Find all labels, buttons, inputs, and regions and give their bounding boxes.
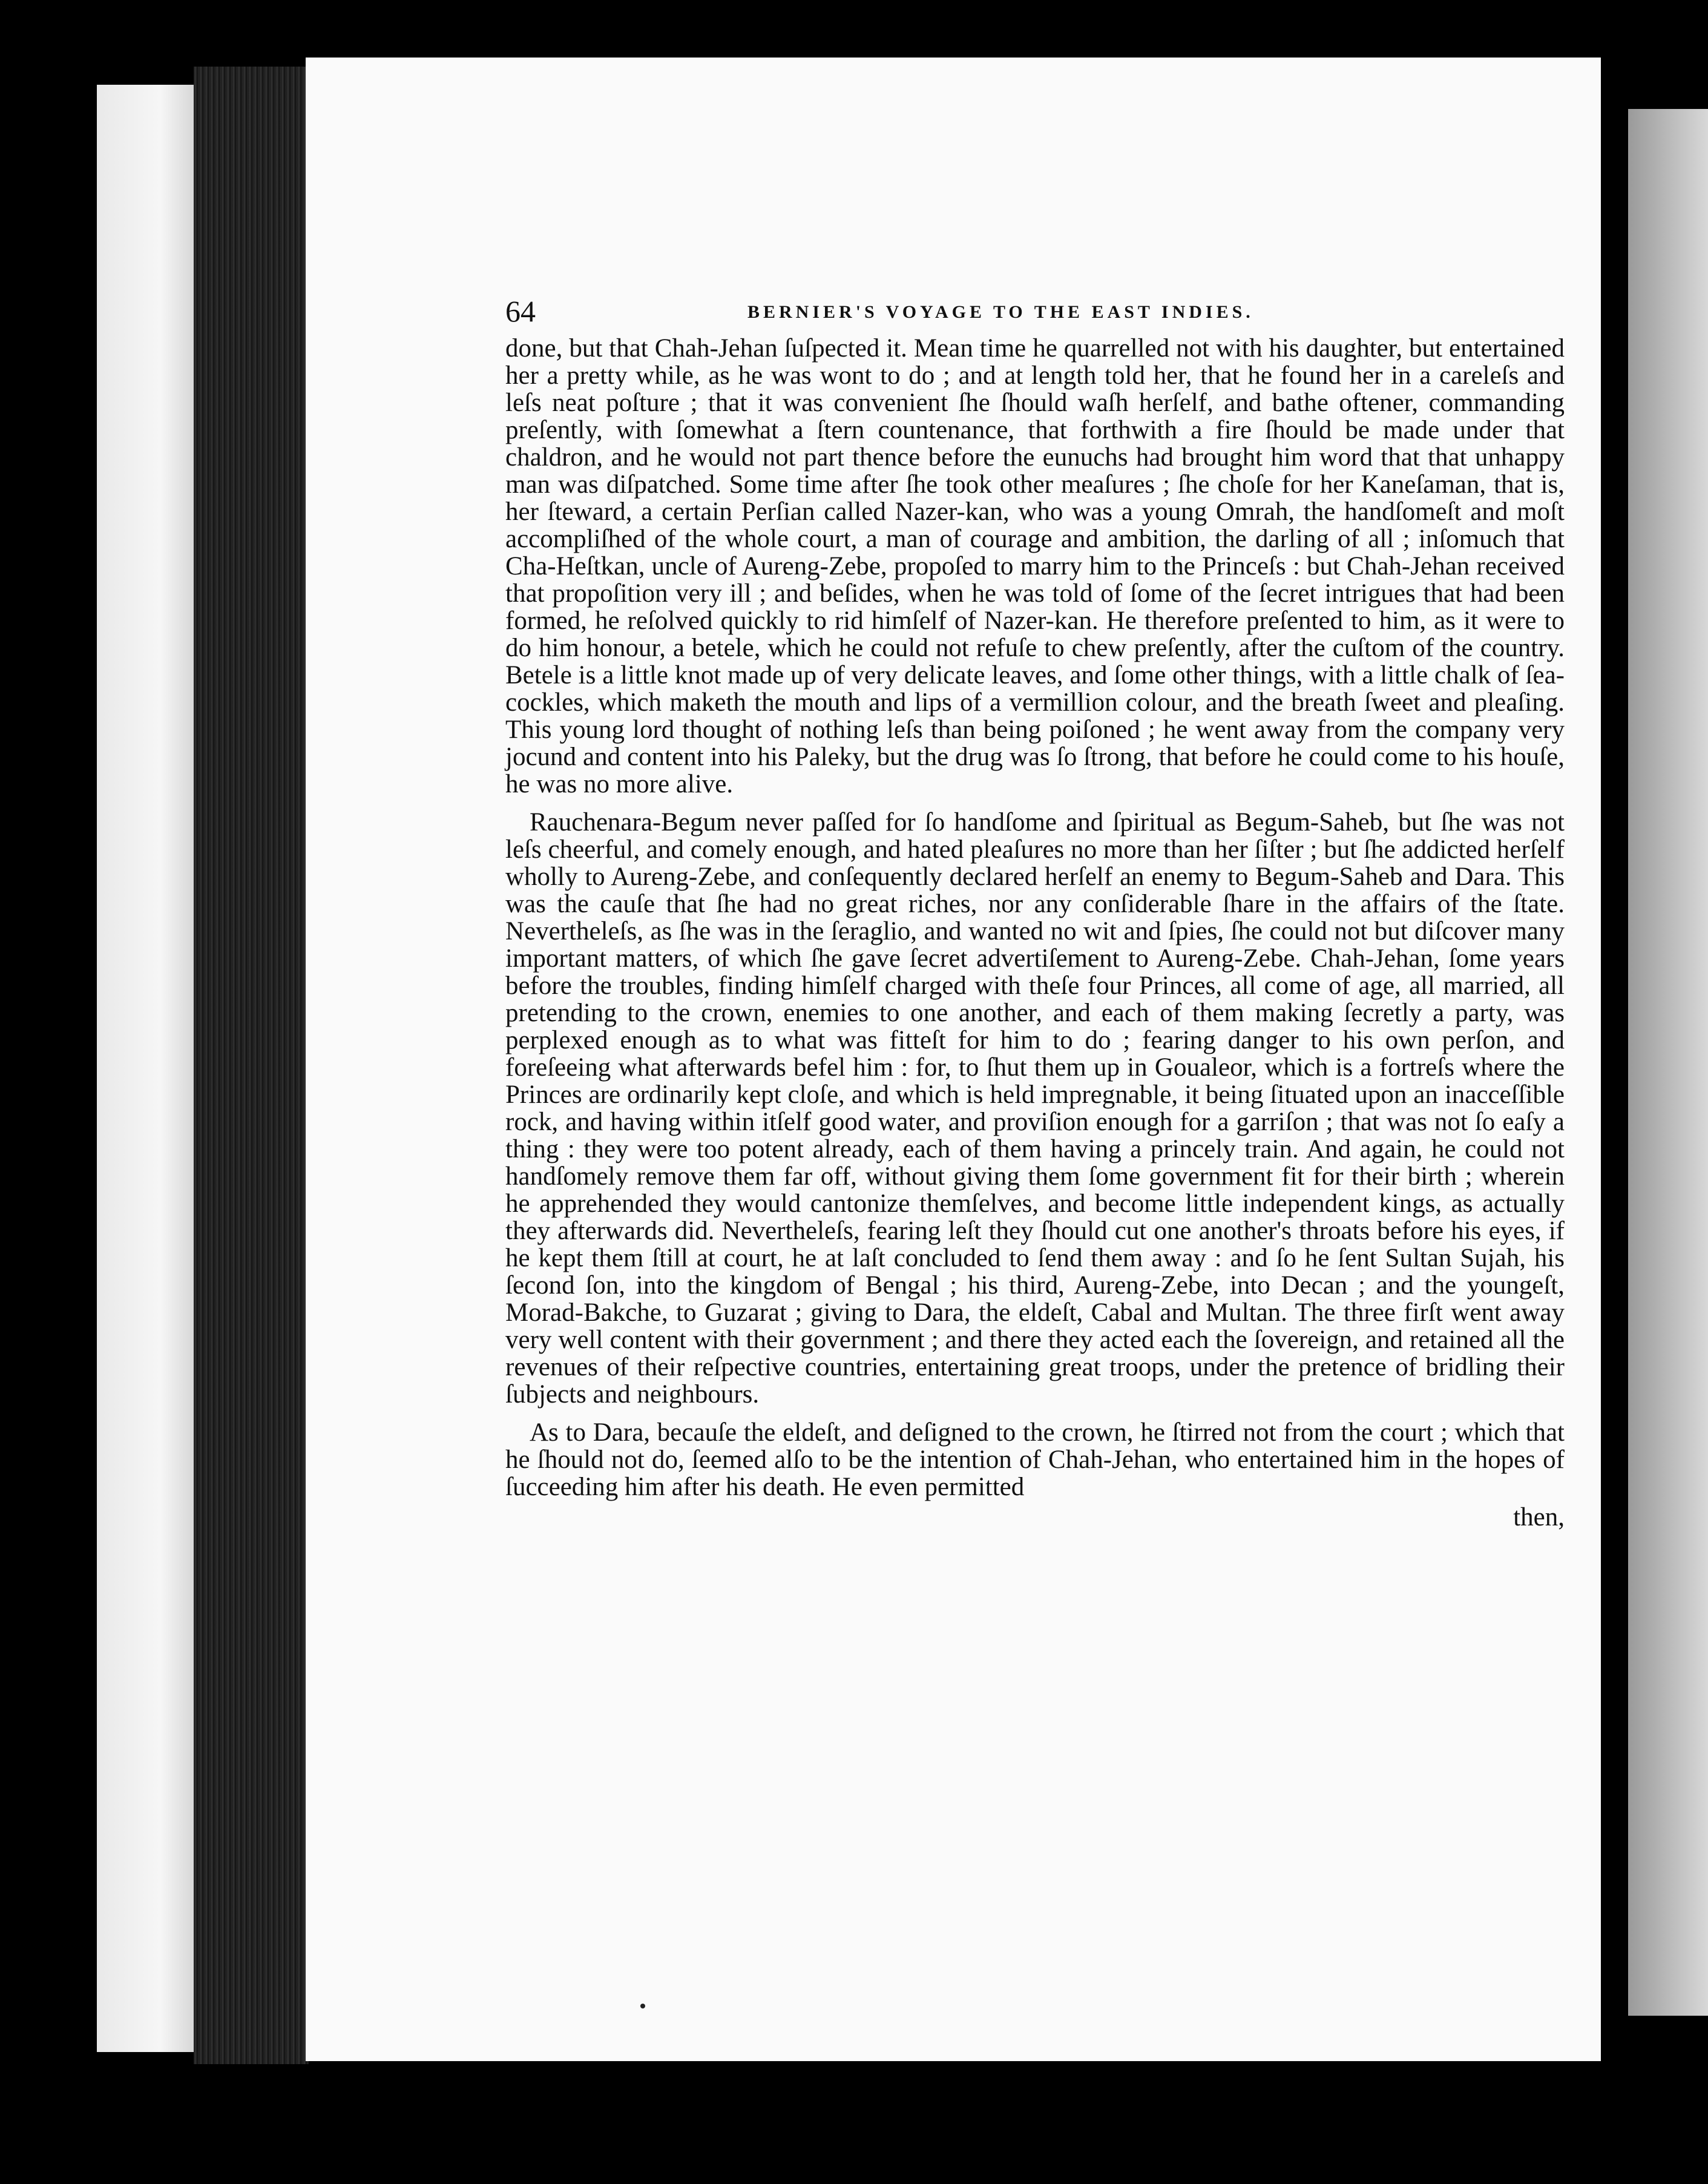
book-binding-edge [194,67,309,2064]
book-page [306,58,1601,2061]
running-head [505,294,1565,330]
ink-speck [640,2004,645,2008]
running-title: BERNIER'S VOYAGE TO THE EAST INDIES. [747,302,1254,322]
catchword: then, [1513,1503,1565,1531]
text-block [505,294,1565,1532]
paragraph-2: Rauchenara-Begum never paſſed for ſo handſome and ſpiritual as Begum-Saheb, but ſhe was not leſs cheerful, and comely enough, and hated pleaſures no more than her ſiſter ; but ſhe addicted herſelf wholly to Aureng-Zebe, and conſequently declared herſelf an enemy to Begum-Saheb and Dara. This was the cauſe that ſhe had no great riches, nor any conſiderable ſhare in the affairs of the ſtate. Neverthelеſs, as ſhe was in the ſeraglio, and wanted no wit and ſpies, ſhe could not but diſcover many important matters, of which ſhe gave ſecret advertiſement to Aureng-Zebe. Chah-Jehan, ſome years before the troubles, finding himſelf charged with theſe four Princes, all come of age, all married, all pretending to the crown, enemies to one another, and each of them making ſecretly a party, was perplexed enough as to what was fitteſt for him to do ; fearing danger to his own perſon, and foreſeeing what afterwards befel him : for, to ſhut them up in Goualeor, which is a fortreſs where the Princes are ordinarily kept cloſe, and which is held impregnable, it being ſituated upon an inacceſſible rock, and having within itſelf good water, and proviſion enough for a garriſon ; that was not ſo eaſy a thing : they were too potent already, each of them having a princely train. And again, he could not handſomely remove them far off, without giving them ſome government fit for their birth ; wherein he apprehended they would cantonize themſelves, and become little independent kings, as actually they afterwards did. Neverthelеſs, fearing leſt they ſhould cut one another's throats before his eyes, if he kept them ſtill at court, he at laſt concluded to ſend them away : and ſo he ſent Sultan Sujah, his ſecond ſon, into the kingdom of Bengal ; his third, Aureng-Zebe, into Decan ; and the youngeſt, Morad-Bakche, to Guzarat ; giving to Dara, the eldeſt, Cabal and Multan. The three firſt went away very well content with their government ; and there they acted each the ſovereign, and retained all the revenues of their reſpective countries, entertaining great troops, under the pretence of bridling their ſubjects and neighbours. [505,808,1565,1409]
book-fore-edge [97,85,203,2052]
paragraph-1: done, but that Chah-Jehan ſuſpected it. Mean time he quarrelled not with his daughter, but entertained her a pretty while, as he was wont to do ; and at length told her, that he found her in a careleſs and leſs neat poſture ; that it was convenient ſhe ſhould waſh herſelf, and bathe oftener, commanding preſently, with ſomewhat a ſtern countenance, that forthwith a fire ſhould be made under that chaldron, and he would not part thence before the eunuchs had brought him word that that unhappy man was diſpatched. Some time after ſhe took other meaſures ; ſhe choſe for her Kaneſaman, that is, her ſteward, a certain Perſian called Nazer-kan, who was a young Omrah, the handſomeſt and moſt accompliſhed of the whole court, a man of courage and ambition, the darling of all ; inſomuch that Cha-Heſtkan, uncle of Aureng-Zebe, propoſed to marry him to the Princeſs : but Chah-Jehan received that propoſition very ill ; and beſides, when he was told of ſome of the ſecret intrigues that had been formed, he reſolved quickly to rid himſelf of Nazer-kan. He therefore preſented to him, as it were to do him honour, a betele, which he could not refuſe to chew preſently, after the cuſtom of the country. Betele is a little knot made up of very delicate leaves, and ſome other things, with a little chalk of ſea-cockles, which maketh the mouth and lips of a vermillion colour, and the breath ſweet and pleaſing. This young lord thought of nothing leſs than being poiſoned ; he went away from the company very jocund and content into his Paleky, but the drug was ſo ſtrong, that before he could come to his houſe, he was no more alive. [505,334,1565,798]
facing-page-edge [1628,109,1708,2016]
page-number: 64 [505,294,536,328]
paragraph-3: As to Dara, becauſe the eldeſt, and deſigned to the crown, he ſtirred not from the court ; which that he ſhould not do, ſeemed alſo to be the intention of Chah-Jehan, who entertained him in the hopes of ſucceeding him after his death. He even permitted [505,1418,1565,1501]
